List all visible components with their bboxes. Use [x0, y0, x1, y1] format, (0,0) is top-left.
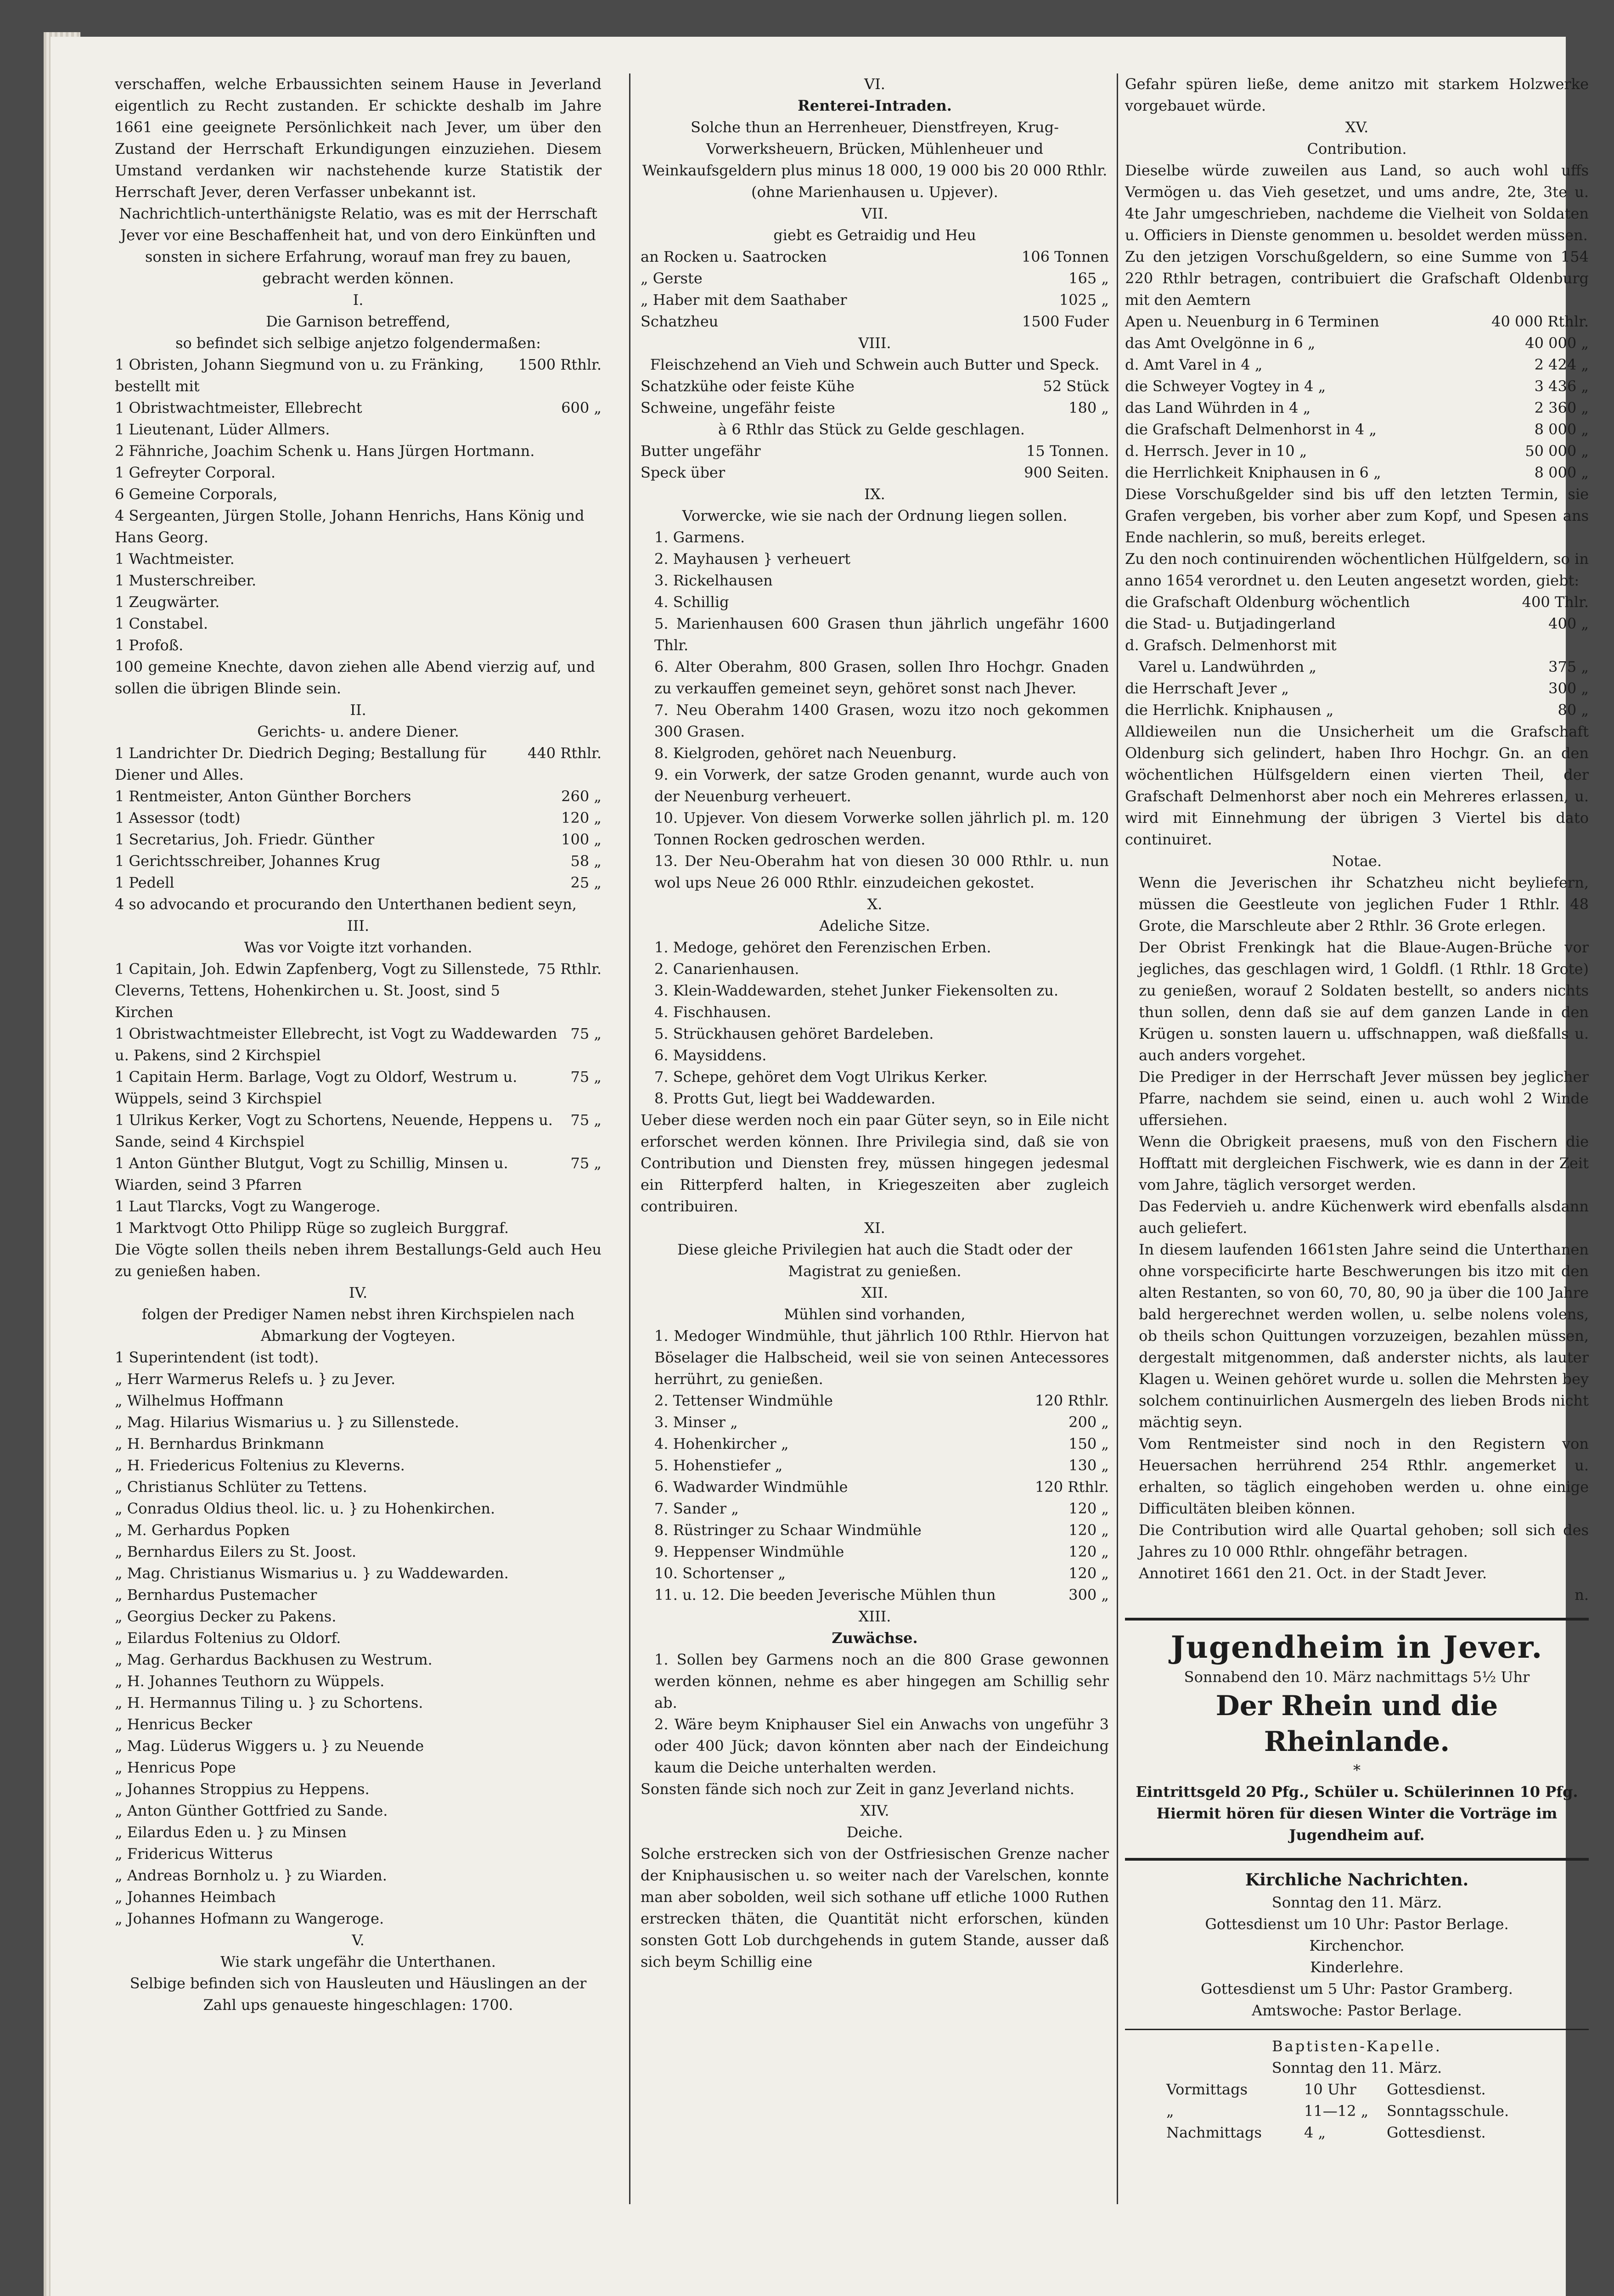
subjects-text: Selbige befinden sich von Hausleuten und Häuslingen an der Zahl ups genaueste hingeschlagen: 1700.	[129, 1975, 587, 2014]
column-rule-right	[1117, 73, 1118, 2204]
list-item: das Land Wührden in 4 „ 2 360 „	[1125, 399, 1589, 416]
ad-date: Sonnabend den 10. März nachmittags 5½ Uhr	[1184, 1668, 1530, 1686]
list-item: Varel u. Landwührden „ 375 „	[1139, 658, 1589, 675]
ad-line: Sonntag den 11. März.	[1271, 1894, 1442, 1911]
bailiffs-list	[115, 958, 602, 1239]
list-item: 1 Landrichter Dr. Diedrich Deging; Bestallung für Diener und Alles. 440 Rthlr.	[115, 744, 602, 783]
list-item: 1 Rentmeister, Anton Günther Borchers 260 „	[115, 788, 602, 805]
list-item: Schatzkühe oder feiste Kühe 52 Stück	[641, 377, 1109, 395]
list-item: 4. Schillig	[654, 593, 729, 611]
section-number: IX.	[864, 485, 885, 503]
contribution-text: Dieselbe würde zuweilen aus Land, so auch wohl uffs Vermögen u. das Vieh gesetzet, und ums andre, 2te, 3te u. 4te Jahr umgeschrieben, nachdeme die Vielheit von Soldaten u. Officiers in Dienste genommen u. besoldet werden müssen.	[1125, 162, 1589, 244]
section-title: Notae.	[1332, 852, 1382, 870]
livestock-list	[641, 376, 1109, 484]
list-item: d. Grafsch. Delmenhorst mit	[1125, 636, 1337, 654]
contribution-text: Zu den jetzigen Vorschußgeldern, so eine Summe von 154 220 Rthlr betragen, contribuiert die Grafschaft Oldenburg mit den Aemtern	[1125, 248, 1589, 309]
column-rule-left	[629, 73, 630, 2204]
list-item: an Rocken u. Saatrocken 106 Tonnen	[641, 248, 1109, 265]
note-paragraph: Der Obrist Frenkingk hat die Blaue-Augen-Brüche vor jegliches, das geschlagen wird, 1 Goldfl. (1 Rthlr. 18 Grote) zu genießen, worauf 2 Soldaten bestellt, so anders nichts thun sollen, denn daß sie auf dem ganzen Lande in den Krügen u. sonsten lauern u. uffschnappen, waß dießfalls u. auch anders vorgehet.	[1139, 939, 1589, 1064]
list-item: 1 Assessor (todt) 120 „	[115, 809, 602, 827]
list-item: 2. Canarienhausen.	[654, 960, 799, 978]
list-item: 1 Obristen, Johann Siegmund von u. zu Fränking, bestellt mit 1500 Rthlr.	[115, 356, 602, 395]
list-item: 1 Musterschreiber.	[115, 572, 257, 589]
list-item: „ Haber mit dem Saathaber 1025 „	[641, 291, 1109, 309]
list-item: 13. Der Neu-Oberahm hat von diesen 30 000 Rthlr. u. nun wol ups Neue 26 000 Rthlr. einzudeichen gekostet.	[654, 852, 1109, 891]
list-item: 7. Sander „ 120 „	[654, 1500, 1109, 1517]
list-item: „ Eilardus Foltenius zu Oldorf.	[115, 1629, 341, 1647]
note-paragraph: Wenn die Jeverischen ihr Schatzheu nicht beyliefern, müssen die Geestleute von jeglichen Fuder 1 Rthlr. 48 Grote, die Marschleute aber 2 Rthlr. 36 Grote erlegen.	[1139, 874, 1589, 934]
list-item: 10. Upjever. Von diesem Vorwerke sollen jährlich pl. m. 120 Tonnen Rocken gedroschen werden.	[654, 809, 1109, 848]
list-item: „ Christianus Schlüter zu Tettens.	[115, 1478, 367, 1496]
list-item: 11. u. 12. Die beeden Jeverische Mühlen thun 300 „	[654, 1586, 1109, 1604]
list-item: „ Wilhelmus Hoffmann	[115, 1392, 284, 1409]
list-item: „ Bernhardus Pustemacher	[115, 1586, 317, 1604]
list-item: 1. Sollen bey Garmens noch an die 800 Grase gewonnen werden können, nehme es aber hingegen am Schillig sehr ab.	[654, 1651, 1109, 1711]
section-title: Vorwercke, wie sie nach der Ordnung liegen sollen.	[682, 507, 1068, 524]
list-item: „ M. Gerhardus Popken	[115, 1521, 290, 1539]
list-item: „ H. Bernhardus Brinkmann	[115, 1435, 324, 1452]
list-item: „ Eilardus Eden u. } zu Minsen	[115, 1823, 347, 1841]
list-item: 1 Capitain, Joh. Edwin Zapfenberg, Vogt zu Sillenstede, Cleverns, Tettens, Hohenkirchen u. St. Joost, sind 5 Kirchen 75 Rthlr.	[115, 960, 602, 1021]
list-item: „ Anton Günther Gottfried zu Sande.	[115, 1802, 388, 1819]
list-item: à 6 Rthlr das Stück zu Gelde geschlagen.	[718, 421, 1025, 438]
contribution-text: Diese Vorschußgelder sind bis uff den letzten Termin, sie Grafen vergeben, bis vorher aber zum Kopf, und Spesen ans Ende nachlerin, so muß, bereits erleget.	[1125, 485, 1589, 546]
list-item: 4. Hohenkircher „ 150 „	[654, 1435, 1109, 1452]
dikes-text: Solche erstrecken sich von der Ostfriesischen Grenze nacher der Kniphausischen u. so weiter nach der Varelschen, konnte man aber sobolden, weil sich sothane uff etliche 1000 Ruthen erstrecken thäten, die Quantität nicht erforschen, künden sonsten Gott Lob durchgehends in gutem Stande, ausser daß sich beym Schillig eine	[641, 1845, 1109, 1970]
ad-date: Sonntag den 11. März.	[1271, 2059, 1442, 2077]
intro-paragraph: verschaffen, welche Erbaussichten seinem Hause in Jeverland eigentlich zu Recht zustanden. Er schickte deshalb im Jahre 1661 eine geeignete Persönlichkeit nach Jever, um über den Zustand der Herrschaft Erkundigungen einzuziehen. Diesem Umstand verdanken wir nachstehende kurze Statistik der Herrschaft Jever, deren Verfasser unbekannt ist.	[115, 75, 602, 201]
list-item: 8. Kielgroden, gehöret nach Neuenburg.	[654, 744, 957, 762]
list-item: die Schweyer Vogtey in 4 „ 3 436 „	[1125, 377, 1589, 395]
ad-line: Gottesdienst um 10 Uhr: Pastor Berlage.	[1205, 1915, 1509, 1933]
list-item: 4. Fischhausen.	[654, 1003, 771, 1021]
note-paragraph: Die Contribution wird alle Quartal gehoben; soll sich des Jahres zu 10 000 Rthlr. ohngefähr betragen.	[1139, 1521, 1589, 1560]
column-left	[115, 73, 602, 2016]
list-item: 1 Profoß.	[115, 636, 184, 654]
list-item: 9. ein Vorwerk, der satze Groden genannt, wurde auch von der Neuenburg verheuert.	[654, 766, 1109, 805]
list-item: 2. Wäre beym Kniphauser Siel ein Anwachs von ungeführ 3 oder 400 Jück; davon könnten aber nach der Eindeichung kaum die Deiche unterhalten werden.	[654, 1716, 1109, 1776]
grain-list	[641, 246, 1109, 332]
ad-divider	[1125, 1858, 1589, 1861]
list-item: 10. Schortenser „ 120 „	[654, 1564, 1109, 1582]
list-item: die Herrschaft Jever „ 300 „	[1125, 680, 1589, 697]
list-item: 3. Klein-Waddewarden, stehet Junker Fiekensolten zu.	[654, 982, 1059, 999]
ad-line: Gottesdienst um 5 Uhr: Pastor Gramberg.	[1201, 1980, 1513, 1998]
ad-star: *	[1353, 1761, 1361, 1779]
list-item: „ Bernhardus Eilers zu St. Joost.	[115, 1543, 357, 1560]
preachers-list	[115, 1347, 602, 1930]
section-number: V.	[352, 1931, 365, 1949]
ad-title: Kirchliche Nachrichten.	[1245, 1870, 1469, 1890]
section-title: Contribution.	[1307, 140, 1407, 158]
list-item: „ Herr Warmerus Relefs u. } zu Jever.	[115, 1370, 396, 1388]
list-item: 2 Fähnriche, Joachim Schenk u. Hans Jürgen Hortmann.	[115, 442, 535, 460]
list-item: 6 Gemeine Corporals,	[115, 485, 278, 503]
estates-text: Ueber diese werden noch ein paar Güter seyn, so in Eile nicht erforschet werden können. Ihre Privilegia sind, daß sie von Contribution und Diensten frey, müssen hingegen jedesmal ein Ritterpferd halten, in Kriegeszeiten aber zugleich contribuiren.	[641, 1111, 1109, 1215]
list-item: die Grafschaft Delmenhorst in 4 „ 8 000 „	[1125, 421, 1589, 438]
list-item: 1 Lieutenant, Lüder Allmers.	[115, 421, 330, 438]
relatio-title: Nachrichtlich-unterthänigste Relatio, was es mit der Herrschaft Jever vor eine Beschaffenheit hat, und von dero Einkünften und sonsten in sichere Erfahrung, worauf man frey zu bauen, gebracht werden können.	[119, 205, 597, 287]
section-title: Die Garnison betreffend,	[266, 313, 450, 330]
list-item: „ Johannes Heimbach	[115, 1888, 276, 1906]
ad-jugendheim	[1125, 1628, 1589, 1846]
list-item: 1 Constabel.	[115, 615, 208, 632]
list-item: 3. Rickelhausen	[654, 572, 773, 589]
list-item: Schatzheu 1500 Fuder	[641, 313, 1109, 330]
list-item: „ Fridericus Witterus	[115, 1845, 273, 1863]
ad-divider	[1125, 1618, 1589, 1621]
note-paragraph: In diesem laufenden 1661sten Jahre seind die Unterthanen ohne vorspecificirte harte Beschwerungen bis itzo mit den alten Restanten, so von 60, 70, 80, 90 ja über die 100 Jahre bald hergerechnet werden wollen, u. selbe nolens volens, ob theils schon Quittungen vorzuzeigen, bezahlen müssen, dergestalt mitgenommen, daß anderster nichts, als lauter Klagen u. Weinen gehöret wurde u. sollen die Mehrsten bey solchem continuirlichen Ausmergeln des lieben Brods nicht mächtig seyn.	[1139, 1241, 1589, 1431]
schedule-row: Nachmittags 4 „ Gottesdienst.	[1166, 2124, 1486, 2141]
list-item: 6. Maysiddens.	[654, 1047, 767, 1064]
list-item: 8. Protts Gut, liegt bei Waddewarden.	[654, 1090, 936, 1107]
schedule-row: „ 11—12 „ Sonntagsschule.	[1166, 2102, 1509, 2120]
list-item: 2. Tettenser Windmühle 120 Rthlr.	[654, 1392, 1109, 1409]
section-number: VIII.	[858, 334, 891, 352]
section-title: Wie stark ungefähr die Unterthanen.	[220, 1953, 496, 1970]
list-item: 4 so advocando et procurando den Unterthanen bedient seyn,	[115, 895, 577, 913]
section-number: II.	[350, 701, 366, 719]
list-item: „ Gerste 165 „	[641, 270, 1109, 287]
list-item: 5. Marienhausen 600 Grasen thun jährlich ungefähr 1600 Thlr.	[654, 615, 1109, 654]
list-item: 2. Mayhausen } verheuert	[654, 550, 851, 568]
ad-line: Amtswoche: Pastor Berlage.	[1252, 2002, 1462, 2019]
list-item: „ H. Friedericus Foltenius zu Kleverns.	[115, 1457, 405, 1474]
farms-list	[641, 527, 1109, 894]
list-item: „ Johannes Stroppius zu Heppens.	[115, 1780, 370, 1798]
note-paragraph: Das Federvieh u. andre Küchenwerk wird ebenfalls alsdann auch geliefert.	[1139, 1198, 1589, 1237]
list-item: die Herrlichk. Kniphausen „ 80 „	[1125, 701, 1589, 719]
section-number: XIV.	[860, 1802, 889, 1819]
section-number: I.	[353, 291, 364, 309]
weekly-aid-list	[1125, 591, 1589, 721]
list-item: 1 Laut Tlarcks, Vogt zu Wangeroge.	[115, 1198, 381, 1215]
list-item: „ H. Hermannus Tiling u. } zu Schortens.	[115, 1694, 423, 1711]
revenue-text: Solche thun an Herrenheuer, Dienstfreyen, Krug-Vorwerksheuern, Brücken, Mühlenheuer und Weinkaufsgeldern plus minus 18 000, 19 000 bis 20 000 Rthlr. (ohne Marienhausen u. Upjever).	[642, 118, 1108, 201]
section-title: folgen der Prediger Namen nebst ihren Kirchspielen nach Abmarkung der Vogteyen.	[141, 1306, 575, 1345]
ad-line: Kinderlehre.	[1310, 1958, 1404, 1976]
section-title: Gerichts- u. andere Diener.	[257, 723, 459, 740]
list-item: „ Johannes Hofmann zu Wangeroge.	[115, 1910, 384, 1927]
ad-divider	[1125, 2029, 1589, 2030]
section-title: Mühlen sind vorhanden,	[784, 1306, 966, 1323]
list-item: die Grafschaft Oldenburg wöchentlich 400 Thlr.	[1125, 593, 1589, 611]
list-item: 1 Wachtmeister.	[115, 550, 235, 568]
section-number: VII.	[861, 205, 889, 222]
list-item: Schweine, ungefähr feiste 180 „	[641, 399, 1109, 416]
list-item: „ Mag. Gerhardus Backhusen zu Westrum.	[115, 1651, 433, 1668]
ad-topic: Der Rhein und die Rheinlande.	[1215, 1690, 1498, 1758]
list-item: 9. Heppenser Windmühle 120 „	[654, 1543, 1109, 1560]
list-item: 8. Rüstringer zu Schaar Windmühle 120 „	[654, 1521, 1109, 1539]
list-item: „ Henricus Pope	[115, 1759, 236, 1776]
list-item: die Stad- u. Butjadingerland 400 „	[1125, 615, 1589, 632]
list-item: 3. Minser „ 200 „	[654, 1413, 1109, 1431]
column-middle	[641, 73, 1109, 1973]
section-number: XII.	[861, 1284, 889, 1301]
list-item: 5. Strückhausen gehöret Bardeleben.	[654, 1025, 934, 1042]
list-item: 6. Wadwarder Windmühle 120 Rthlr.	[654, 1478, 1109, 1496]
growth-text: Sonsten fände sich noch zur Zeit in ganz Jeverland nichts.	[641, 1780, 1074, 1798]
list-item: „ Mag. Lüderus Wiggers u. } zu Neuende	[115, 1737, 424, 1755]
section-title: giebt es Getraidig und Heu	[773, 226, 976, 244]
ad-title: Jugendheim in Jever.	[1170, 1629, 1543, 1665]
ad-fee: Eintrittsgeld 20 Pfg., Schüler u. Schülerinnen 10 Pfg.	[1136, 1783, 1578, 1801]
ad-title: Baptisten-Kapelle.	[1272, 2037, 1442, 2055]
list-item: 4 Sergeanten, Jürgen Stolle, Johann Henrichs, Hans König und Hans Georg.	[115, 507, 585, 546]
list-item: 1 Pedell 25 „	[115, 874, 602, 891]
list-item: 5. Hohenstiefer „ 130 „	[654, 1457, 1109, 1474]
list-item: 1 Superintendent (ist todt).	[115, 1349, 319, 1366]
list-item: „ Conradus Oldius theol. lic. u. } zu Hohenkirchen.	[115, 1500, 495, 1517]
note-paragraph: Die Prediger in der Herrschaft Jever müssen bey jeglicher Pfarre, nachdem sie seind, einen u. auch wohl 2 Winde uffersiehen.	[1139, 1068, 1589, 1129]
list-item: 1 Obristwachtmeister Ellebrecht, ist Vogt zu Waddewarden u. Pakens, sind 2 Kirchspiel 75 „	[115, 1025, 602, 1064]
list-item: 1 Ulrikus Kerker, Vogt zu Schortens, Neuende, Heppens u. Sande, seind 4 Kirchspiel 75 „	[115, 1111, 602, 1150]
section-title: Was vor Voigte itzt vorhanden.	[244, 939, 472, 956]
list-item: 1 Obristwachtmeister, Ellebrecht 600 „	[115, 399, 602, 416]
note-paragraph: Wenn die Obrigkeit praesens, muß von den Fischern die Hofftatt mit dergleichen Fischwerk, wie es dann in der Zeit vom Jahre, täglich versorget werden.	[1139, 1133, 1589, 1193]
list-item: „ H. Johannes Teuthorn zu Wüppels.	[115, 1672, 385, 1690]
garrison-list	[115, 354, 602, 699]
list-item: „ Georgius Decker zu Pakens.	[115, 1608, 337, 1625]
section-number: IV.	[349, 1284, 368, 1301]
list-item: 1 Anton Günther Blutgut, Vogt zu Schillig, Minsen u. Wiarden, seind 3 Pfarren 75 „	[115, 1154, 602, 1193]
section-title: Adeliche Sitze.	[819, 917, 930, 934]
list-item: 1. Medoge, gehöret den Ferenzischen Erben.	[654, 939, 991, 956]
author-signature: n.	[1575, 1586, 1589, 1604]
section-title: Fleischzehend an Vieh und Schwein auch Butter und Speck.	[650, 356, 1100, 373]
ad-note: Hiermit hören für diesen Winter die Vorträge im Jugendheim auf.	[1156, 1805, 1558, 1844]
estates-list	[641, 937, 1109, 1109]
note-paragraph: Vom Rentmeister sind noch in den Registern von Heuersachen herrührend 254 Rthlr. angemerket u. erhalten, so täglich eingehoben werden u. ohne einige Difficultäten bleiben können.	[1139, 1435, 1589, 1517]
list-item: „ Mag. Hilarius Wismarius u. } zu Sillenstede.	[115, 1413, 459, 1431]
section-title: Renterei-Intraden.	[798, 97, 952, 114]
contribution-text: Alldieweilen nun die Unsicherheit um die Grafschaft Oldenburg sich gelindert, haben Ihro Hochgr. Gn. an den wöchentlichen Hülfsgeldern einen vierten Theil, der Grafschaft Delmenhorst aber noch ein Mehreres erlassen, u. wird mit Einnehmung der übrigen 3 Viertel bis dato continuiret.	[1125, 723, 1589, 848]
bailiffs-note: Die Vögte sollen theils neben ihrem Bestallungs-Geld auch Heu zu genießen haben.	[115, 1241, 602, 1280]
list-item: Speck über 900 Seiten.	[641, 464, 1109, 481]
list-item: 1 Secretarius, Joh. Friedr. Günther 100 „	[115, 831, 602, 848]
section-number: III.	[347, 917, 370, 934]
section-title: Zuwächse.	[832, 1629, 918, 1647]
list-item: „ Mag. Christianus Wismarius u. } zu Waddewarden.	[115, 1564, 509, 1582]
section-title: Deiche.	[846, 1823, 903, 1841]
list-item: d. Herrsch. Jever in 10 „ 50 000 „	[1125, 442, 1589, 460]
list-item: 1 Capitain Herm. Barlage, Vogt zu Oldorf, Westrum u. Wüppels, seind 3 Kirchspiel 75 „	[115, 1068, 602, 1107]
section-subtitle: so befindet sich selbige anjetzo folgendermaßen:	[175, 334, 541, 352]
ad-line: Kirchenchor.	[1309, 1937, 1405, 1954]
list-item: 7. Neu Oberahm 1400 Grasen, wozu itzo noch gekommen 300 Grasen.	[654, 701, 1109, 740]
list-item: „ Andreas Bornholz u. } zu Wiarden.	[115, 1867, 387, 1884]
contribution-text: Zu den noch continuirenden wöchentlichen Hülfgeldern, so in anno 1654 verordnet u. den Leuten angesetzt worden, giebt:	[1125, 550, 1589, 589]
officials-list	[115, 743, 602, 915]
list-item: 1 Gefreyter Corporal.	[115, 464, 276, 481]
ad-church-news	[1125, 1868, 1589, 2021]
list-item: 1. Garmens.	[654, 529, 745, 546]
list-item: Butter ungefähr 15 Tonnen.	[641, 442, 1109, 460]
section-number: XI.	[864, 1219, 885, 1237]
list-item: 7. Schepe, gehöret dem Vogt Ulrikus Kerker.	[654, 1068, 988, 1086]
list-item: die Herrlichkeit Kniphausen in 6 „ 8 000 „	[1125, 464, 1589, 481]
section-number: XV.	[1345, 118, 1369, 136]
list-item: 1 Gerichtsschreiber, Johannes Krug 58 „	[115, 852, 602, 870]
column-right	[1125, 73, 1589, 2144]
list-item: 1. Medoger Windmühle, thut jährlich 100 Rthlr. Hiervon hat Böselager die Halbscheid, weil sie von seinen Antecessores herrührt, zu genießen.	[654, 1327, 1109, 1388]
list-item: 1 Zeugwärter.	[115, 593, 220, 611]
list-item: 1 Marktvogt Otto Philipp Rüge so zugleich Burggraf.	[115, 1219, 509, 1237]
ad-baptist-chapel	[1125, 2036, 1589, 2144]
section-number: X.	[867, 895, 883, 913]
schedule-row: Vormittags 10 Uhr Gottesdienst.	[1166, 2081, 1486, 2098]
list-item: „ Henricus Becker	[115, 1716, 252, 1733]
mills-list	[641, 1390, 1109, 1606]
list-item: das Amt Ovelgönne in 6 „ 40 000 „	[1125, 334, 1589, 352]
list-item: Apen u. Neuenburg in 6 Terminen 40 000 Rthlr.	[1125, 313, 1589, 330]
list-item: 6. Alter Oberahm, 800 Grasen, sollen Ihro Hochgr. Gnaden zu verkauffen gemeinet seyn, gehöret sonst nach Jhever.	[654, 658, 1109, 697]
continued-paragraph: Gefahr spüren ließe, deme anitzo mit starkem Holzwerke vorgebauet würde.	[1125, 75, 1589, 114]
advance-payments-list	[1125, 311, 1589, 484]
section-number: XIII.	[858, 1608, 891, 1625]
section-number: VI.	[864, 75, 885, 93]
note-paragraph: Annotiret 1661 den 21. Oct. in der Stadt Jever.	[1139, 1564, 1487, 1582]
list-item: d. Amt Varel in 4 „ 2 424 „	[1125, 356, 1589, 373]
town-privileges-text: Diese gleiche Privilegien hat auch die Stadt oder der Magistrat zu genießen.	[677, 1241, 1073, 1280]
list-item: 100 gemeine Knechte, davon ziehen alle Abend vierzig auf, und sollen die übrigen Blinde sein.	[115, 658, 595, 697]
